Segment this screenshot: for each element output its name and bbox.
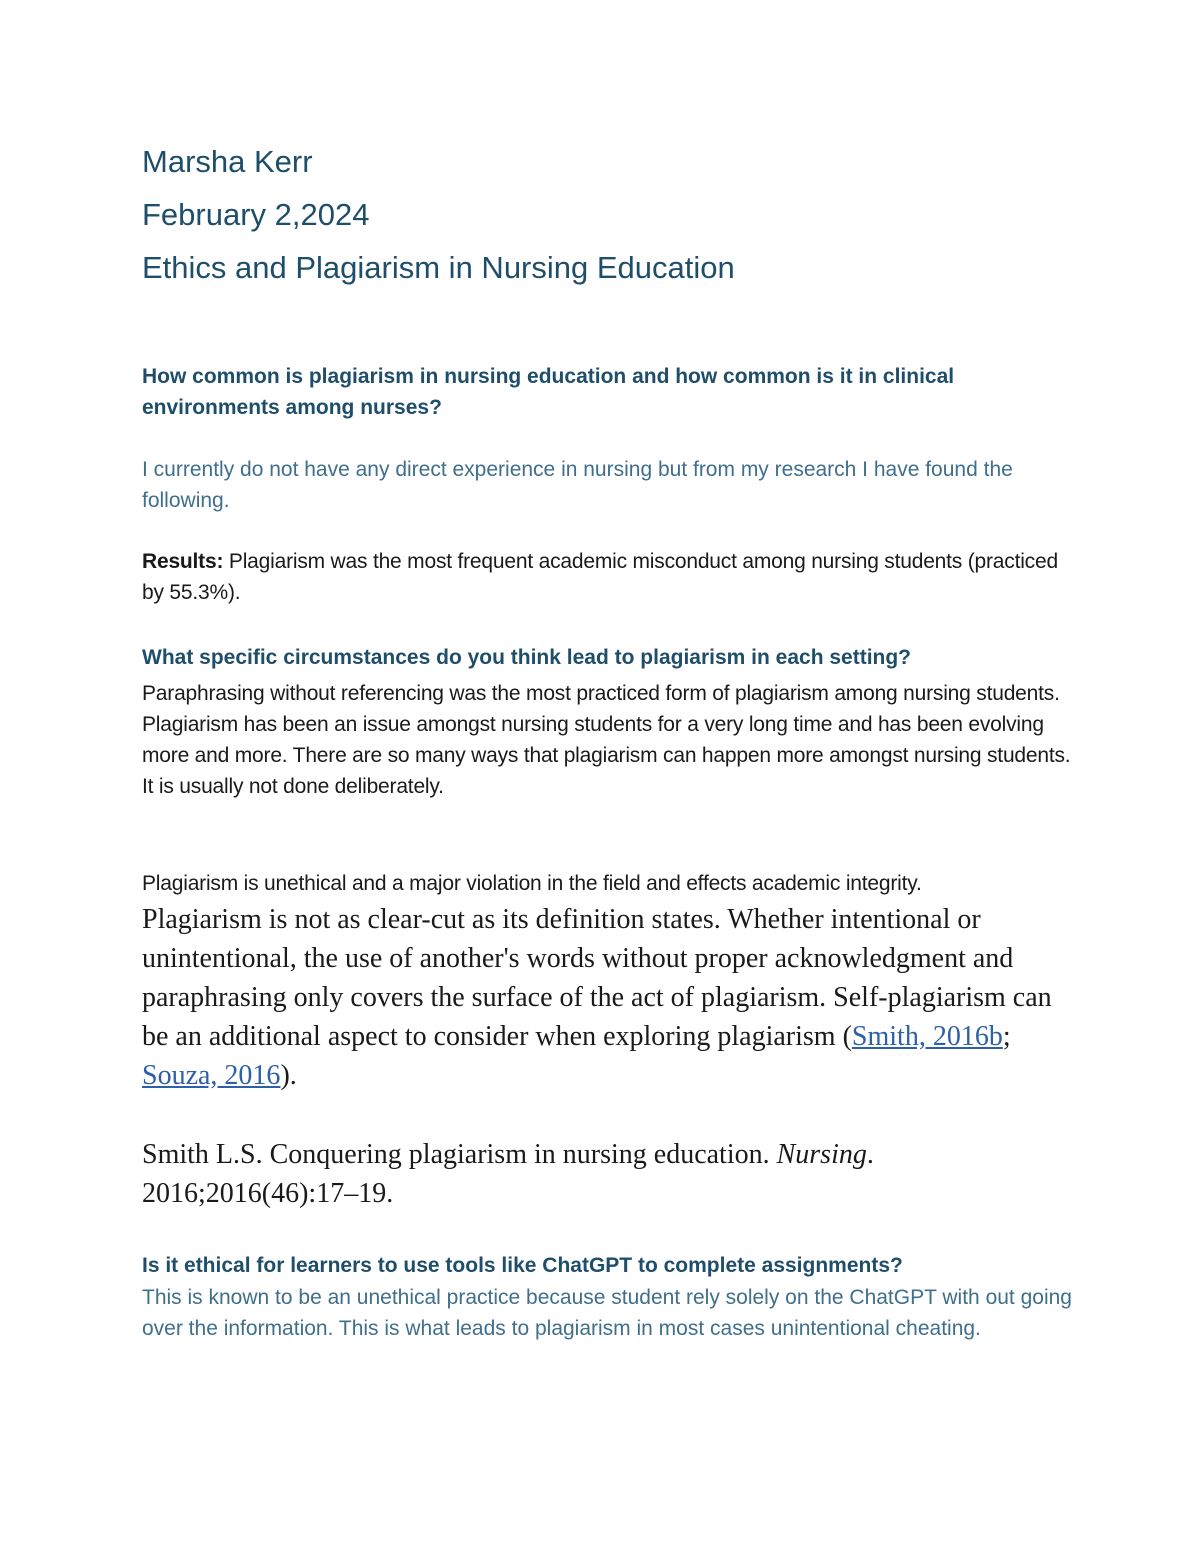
chatgpt-answer: This is known to be an unethical practice because student rely solely on the ChatGPT with out going over the information. This is what leads to plagiarism in most cases unintentional cheating. [142,1286,1072,1340]
reference-details: . 2016;2016(46):17–19. [142,1139,874,1209]
quote-paragraph [142,900,1072,1095]
citation-link-smith[interactable]: Smith, 2016b [851,1021,1003,1052]
question-2: What specific circumstances do you think lead to plagiarism in each setting? [142,646,912,669]
reference-text: Smith L.S. Conquering plagiarism in nursing education. [142,1139,777,1170]
quote-text: Plagiarism is not as clear-cut as its definition states. Whether intentional or unintentional, the use of another's words without proper acknowledgment and paraphrasing only covers the surface of the act of plagiarism. Self-plagiarism can be an additional aspect to consider when exploring plagiarism ( [142,904,1052,1052]
question-3: Is it ethical for learners to use tools like ChatGPT to complete assignments? [142,1254,903,1277]
document-title: Ethics and Plagiarism in Nursing Education [142,250,735,285]
citation-link-souza[interactable]: Souza, 2016 [142,1060,281,1091]
results-label: Results: [142,550,224,573]
unethical-paragraph: Plagiarism is unethical and a major violation in the field and effects academic integrity. [142,872,922,895]
citation-separator: ; [1002,1021,1011,1052]
question-1: How common is plagiarism in nursing education and how common is it in clinical environments among nurses? [142,365,955,419]
reference-entry [142,1135,1072,1213]
intro-text: I currently do not have any direct experience in nursing but from my research I have found the following. [142,458,1013,512]
reference-journal: Nursing [776,1139,867,1170]
quote-end: ). [280,1060,297,1091]
document-date: February 2,2024 [142,197,370,232]
results-paragraph [142,546,1072,608]
circumstances-paragraph: Paraphrasing without referencing was the most practiced form of plagiarism among nursing students. Plagiarism has been an issue amongst nursing students for a very long time and has been evolving more and more. There are so many ways that plagiarism can happen more amongst nursing students. It is usually not done deliberately. [142,682,1071,798]
results-text: Plagiarism was the most frequent academic misconduct among nursing students (practiced by 55.3%). [142,550,1058,604]
author-name: Marsha Kerr [142,144,313,179]
